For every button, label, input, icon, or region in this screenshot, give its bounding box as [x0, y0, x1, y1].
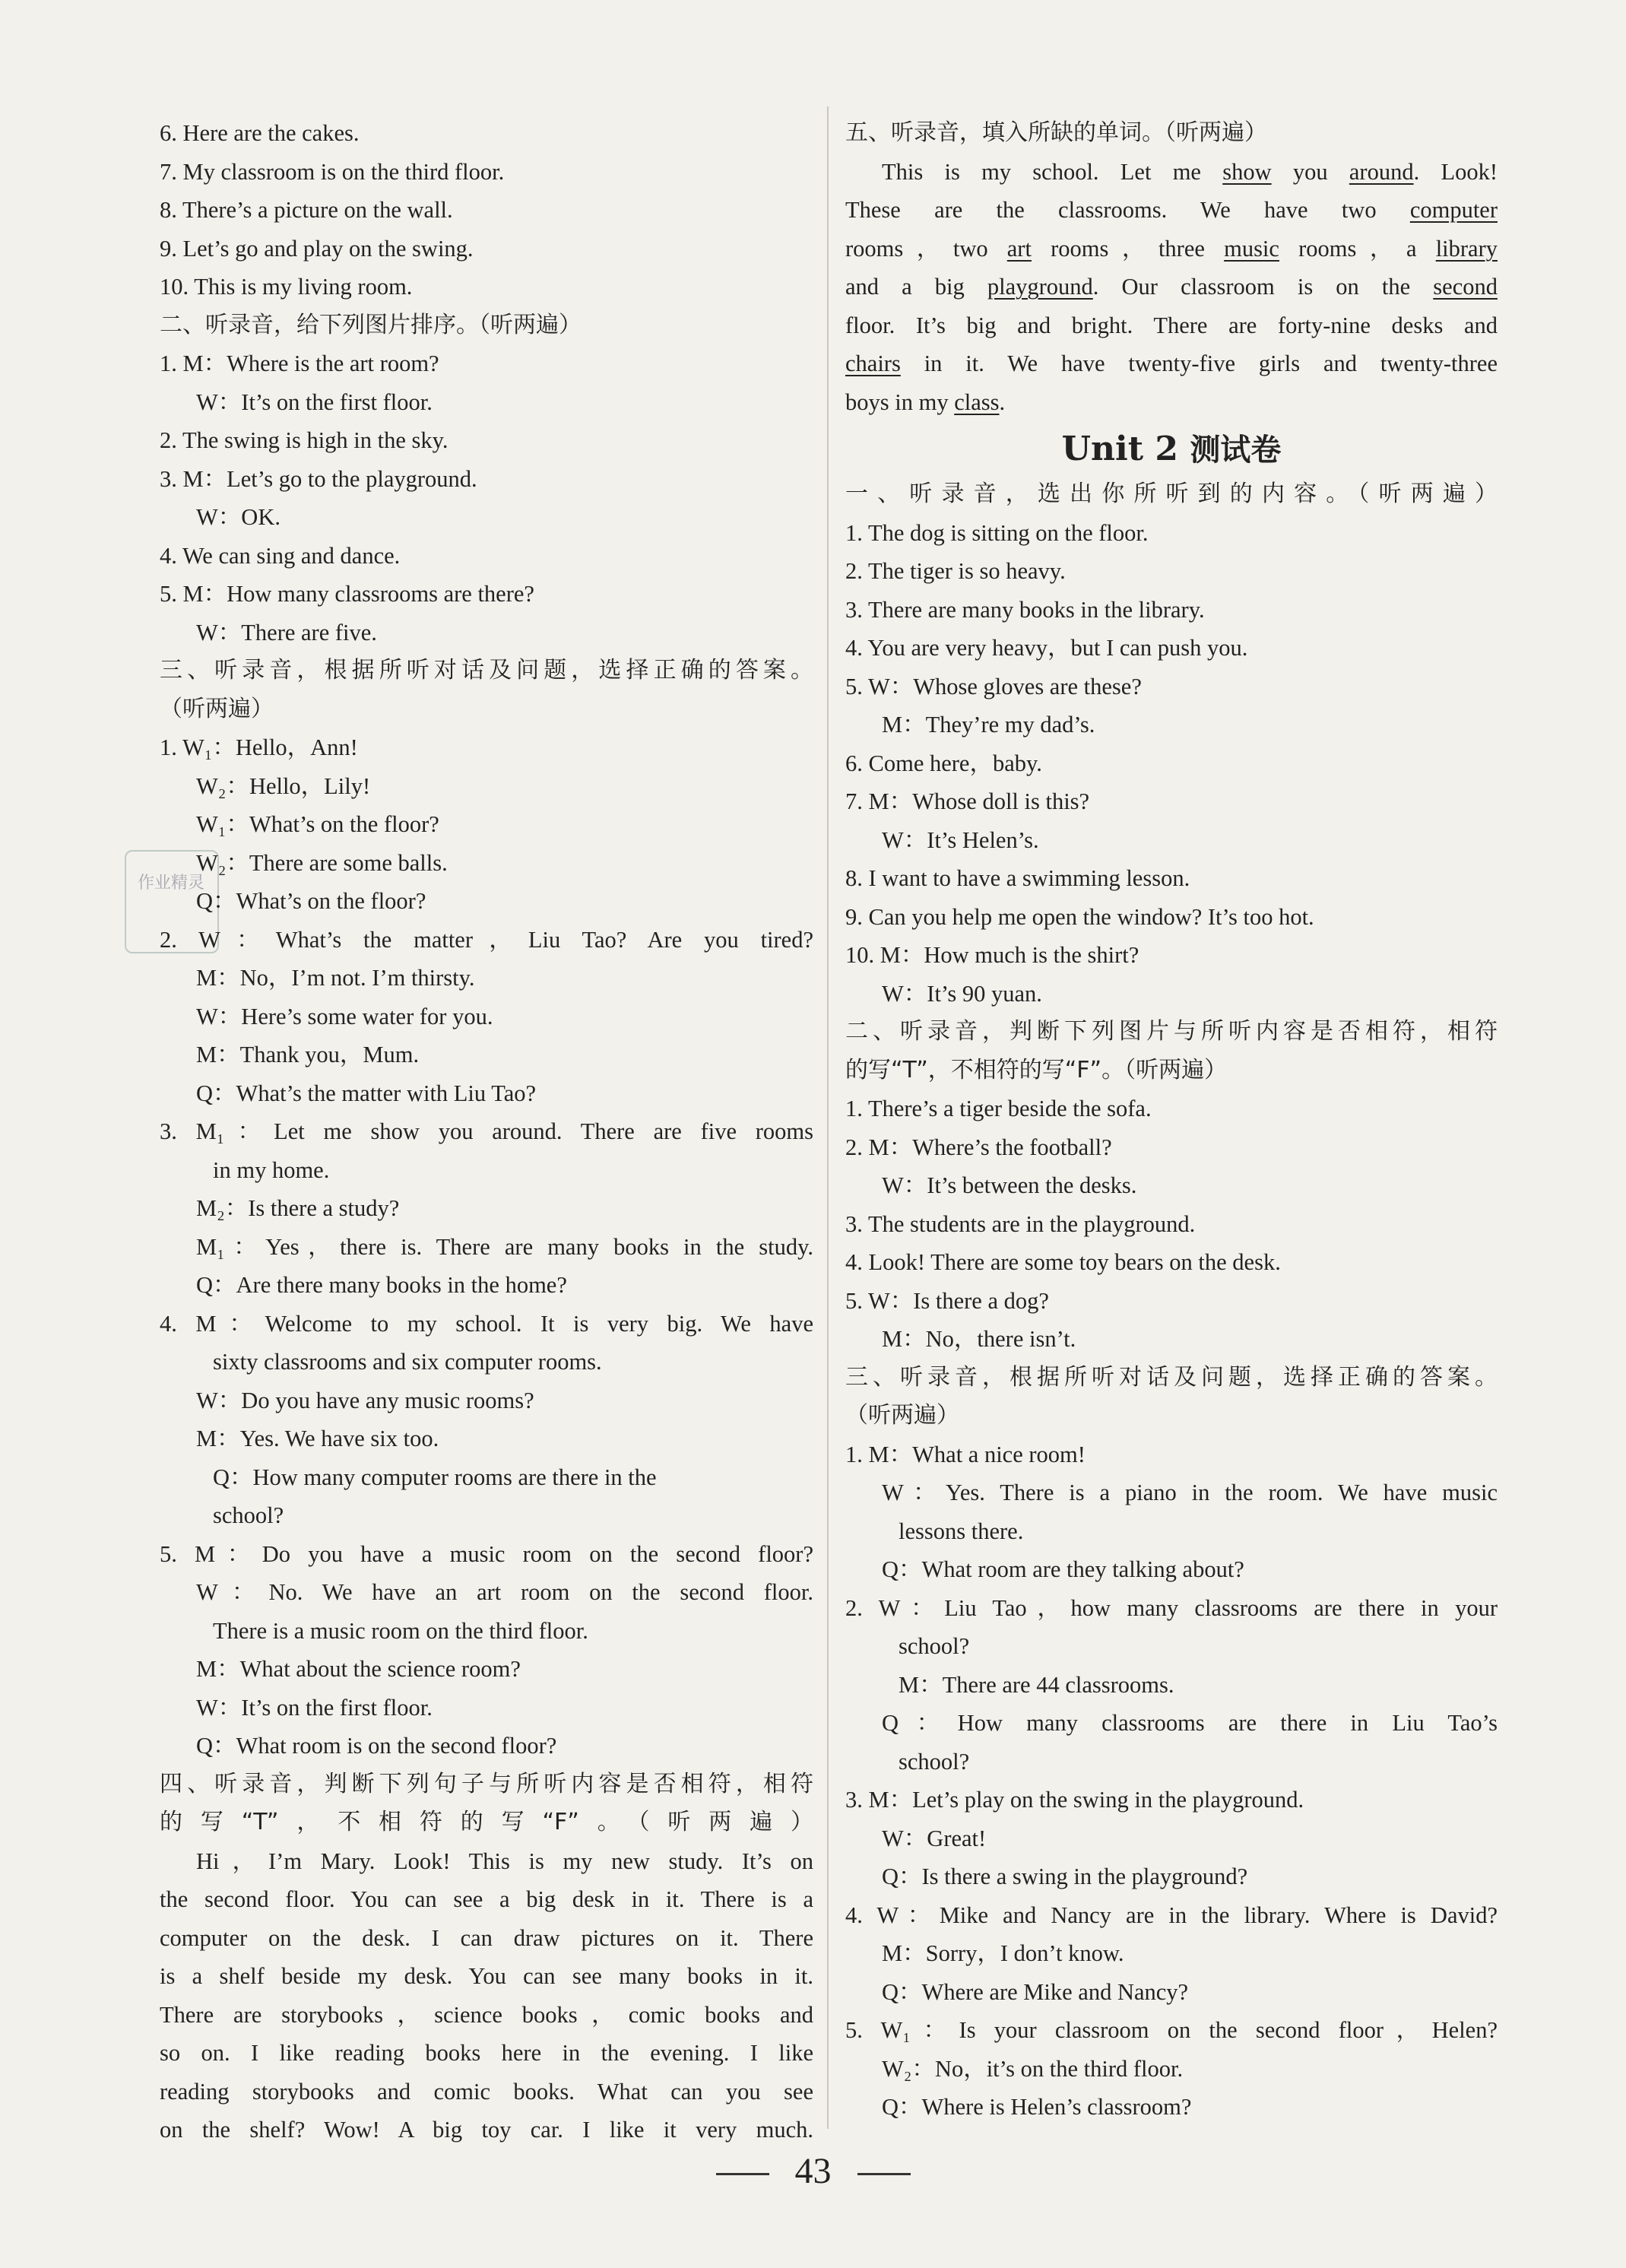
text-line: 8. I want to have a swimming lesson. [845, 865, 1190, 891]
text-line: 5. W：Is there a dog? [845, 1287, 1049, 1314]
text-line: 三、听录音，根据所听对话及问题，选择正确的答案。 [845, 1363, 1498, 1391]
text-line: computer on the desk. I can draw pictures on it. There [160, 1924, 813, 1951]
text-line: W：No. We have an art room on the second floor. [196, 1579, 813, 1605]
unit-title-zh: 测试卷 [1190, 433, 1282, 468]
text-line: 5. W₁：Is your classroom on the second floor，Helen? [845, 2017, 1498, 2043]
text-line: sixty classrooms and six computer rooms. [213, 1349, 602, 1375]
text-line: 5. W：Whose gloves are these? [845, 673, 1142, 699]
text-line: Q：Is there a swing in the playground? [882, 1864, 1248, 1889]
text-line: There is a music room on the third floor. [213, 1617, 588, 1644]
text-line: M₁：Yes，there is. There are many books in the study. [196, 1233, 813, 1260]
text-line: M₂：Is there a study? [196, 1195, 400, 1221]
text-line: 3. There are many books in the library. [845, 596, 1205, 623]
text-line: M：Sorry，I don’t know. [882, 1940, 1124, 1966]
filled-blank: computer [1409, 197, 1498, 223]
text-line: 9. Can you help me open the window? It’s too hot. [845, 903, 1314, 930]
text-line: so on. I like reading books here in the evening. I like [160, 2040, 813, 2066]
column-divider [827, 106, 829, 2129]
text-line: 四、听录音，判断下列句子与所听内容是否相符，相符 [160, 1770, 813, 1797]
text-line: 3. The students are in the playground. [845, 1210, 1196, 1237]
text-line: reading storybooks and comic books. What can you see [160, 2078, 813, 2105]
text-line: 6. Come here，baby. [845, 750, 1042, 776]
text-line: W：Here’s some water for you. [196, 1003, 493, 1029]
text-line: 4. W：Mike and Nancy are in the library. Where is David? [845, 1902, 1498, 1928]
text-line: 10. M：How much is the shirt? [845, 942, 1139, 968]
text-line: Q：What’s on the floor? [196, 888, 426, 914]
page-number-dash-right [857, 2173, 911, 2175]
watermark-stamp-text: 作业精灵 [137, 874, 204, 893]
passage-line: This is my school. Let me show you around. Look! [882, 158, 1498, 185]
text-line: There are storybooks，science books，comic books and [160, 2001, 813, 2028]
text-line: W：Yes. There is a piano in the room. We have music [882, 1480, 1498, 1505]
text-line: 一、听录音，选出你所听到的内容。（听两遍） [845, 481, 1498, 507]
text-line: 的写“T”，不相符的写“F”。（听两遍） [845, 1056, 1228, 1083]
text-line: the second floor. You can see a big desk in it. There is a [160, 1886, 813, 1912]
text-line: W：It’s on the first floor. [196, 1694, 433, 1721]
text-line: school? [899, 1633, 970, 1659]
text-line: 6. Here are the cakes. [160, 120, 360, 146]
passage-line: rooms，two art rooms，three music rooms，a library [845, 235, 1498, 262]
text-line: 二、听录音，判断下列图片与所听内容是否相符，相符 [845, 1018, 1498, 1045]
text-line: 2. The swing is high in the sky. [160, 427, 448, 453]
text-line: 5. M：How many classrooms are there? [160, 581, 534, 607]
passage-line: and a big playground. Our classroom is on the second [845, 274, 1498, 300]
unit2-section [845, 475, 1498, 2127]
page-number-text: 43 [794, 2151, 832, 2191]
filled-blank: chairs [845, 351, 901, 376]
text-line: W：It’s Helen’s. [882, 826, 1039, 853]
text-line: 的写“T”，不相符的写“F”。（听两遍） [160, 1809, 813, 1835]
text-line: （听两遍） [160, 695, 274, 722]
text-line: 1. M：What a nice room! [845, 1441, 1086, 1467]
text-line: 7. M：Whose doll is this? [845, 788, 1090, 814]
text-line: 9. Let’s go and play on the swing. [160, 235, 474, 262]
text-line: M：They’re my dad’s. [882, 712, 1095, 737]
text-line: W：It’s on the first floor. [196, 389, 433, 415]
fill-in-section [845, 114, 1498, 421]
text-line: M：There are 44 classrooms. [899, 1671, 1174, 1698]
text-line: 3. M：Let’s go to the playground. [160, 465, 477, 492]
text-line: 1. M：Where is the art room? [160, 351, 439, 376]
passage-line: boys in my class. [845, 389, 1006, 415]
text-line: 2. M：Where’s the football? [845, 1134, 1112, 1160]
text-line: W₂：Hello，Lily! [196, 772, 371, 799]
text-line: Q：Are there many books in the home? [196, 1272, 567, 1298]
filled-blank: music [1224, 235, 1279, 262]
text-line: 1. There’s a tiger beside the sofa. [845, 1096, 1152, 1121]
text-line: in my home. [213, 1156, 330, 1183]
text-line: Q：How many classrooms are there in Liu Tao’s [882, 1710, 1498, 1736]
unit-title [845, 424, 1498, 475]
text-line: M：Yes. We have six too. [196, 1426, 439, 1451]
text-line: 10. This is my living room. [160, 274, 413, 300]
text-line: Hi，I’m Mary. Look! This is my new study. It’s on [196, 1848, 813, 1874]
filled-blank: art [1006, 235, 1032, 262]
text-line: W：Great! [882, 1825, 987, 1851]
text-line: is a shelf beside my desk. You can see many books in it. [160, 1963, 813, 1989]
text-line: Q：What’s the matter with Liu Tao? [196, 1080, 537, 1106]
text-line: 二、听录音，给下列图片排序。（听两遍） [160, 311, 582, 338]
text-line: 三、听录音，根据所听对话及问题，选择正确的答案。 [160, 657, 813, 684]
text-line: W₂：There are some balls. [196, 849, 448, 876]
text-line: M：No，I’m not. I’m thirsty. [196, 965, 475, 991]
text-line: W：There are five. [196, 619, 377, 646]
text-line: lessons there. [899, 1518, 1024, 1544]
text-line: Q：Where is Helen’s classroom? [882, 2094, 1192, 2120]
text-line: Q：What room is on the second floor? [196, 1733, 557, 1759]
text-line: 3. M：Let’s play on the swing in the playground. [845, 1787, 1304, 1813]
section-heading: 五、听录音，填入所缺的单词。（听两遍） [845, 119, 1267, 146]
text-line: Q：How many computer rooms are there in the [213, 1464, 657, 1490]
text-line: 8. There’s a picture on the wall. [160, 197, 453, 223]
text-line: 4. Look! There are some toy bears on the desk. [845, 1249, 1281, 1275]
text-line: M：What about the science room? [196, 1656, 521, 1682]
filled-blank: around [1349, 158, 1414, 185]
text-line: （听两遍） [845, 1402, 959, 1429]
filled-blank: show [1222, 158, 1272, 185]
page-number-dash-left [716, 2173, 769, 2175]
text-line: on the shelf? Wow! A big toy car. I like it very much. [160, 2117, 813, 2143]
page-number [0, 2150, 1626, 2192]
text-line: Q：What room are they talking about? [882, 1556, 1244, 1582]
filled-blank: playground [987, 274, 1093, 300]
text-line: 1. The dog is sitting on the floor. [845, 519, 1149, 546]
left-column [160, 114, 813, 2149]
text-line: 4. We can sing and dance. [160, 542, 401, 569]
text-line: 2. W：Liu Tao，how many classrooms are there in your [845, 1594, 1498, 1621]
text-line: W：OK. [196, 504, 281, 530]
text-line: Q：Where are Mike and Nancy? [882, 1978, 1189, 2005]
text-line: W₂：No，it’s on the third floor. [882, 2055, 1184, 2082]
filled-blank: class [954, 389, 1000, 415]
right-column [845, 114, 1498, 2127]
unit-title-en: Unit 2 [1061, 430, 1178, 468]
passage-line: chairs in it. We have twenty-five girls and twenty-three [845, 351, 1498, 376]
text-line: 3. M₁：Let me show you around. There are five rooms [160, 1118, 813, 1144]
text-line: M：Thank you，Mum. [196, 1042, 420, 1067]
filled-blank: second [1433, 274, 1498, 300]
text-line: school? [213, 1502, 284, 1528]
passage-line: These are the classrooms. We have two computer [845, 197, 1498, 223]
text-line: school? [899, 1748, 970, 1775]
text-line: 2. W：What’s the matter，Liu Tao? Are you tired? [160, 926, 813, 953]
text-line: 7. My classroom is on the third floor. [160, 158, 505, 185]
text-line: W₁：What’s on the floor? [196, 811, 439, 837]
text-line: 1. W₁：Hello，Ann! [160, 734, 358, 760]
text-line: 4. M：Welcome to my school. It is very big. We have [160, 1310, 813, 1337]
passage-line: floor. It’s big and bright. There are forty-nine desks and [845, 312, 1498, 338]
text-line: W：It’s between the desks. [882, 1172, 1137, 1198]
text-line: 5. M：Do you have a music room on the second floor? [160, 1540, 813, 1567]
text-line: M：No，there isn’t. [882, 1326, 1076, 1352]
text-line: 4. You are very heavy，but I can push you. [845, 635, 1248, 661]
text-line: W：It’s 90 yuan. [882, 980, 1042, 1007]
text-line: 2. The tiger is so heavy. [845, 558, 1066, 584]
text-line: W：Do you have any music rooms? [196, 1387, 534, 1413]
filled-blank: library [1435, 235, 1498, 262]
